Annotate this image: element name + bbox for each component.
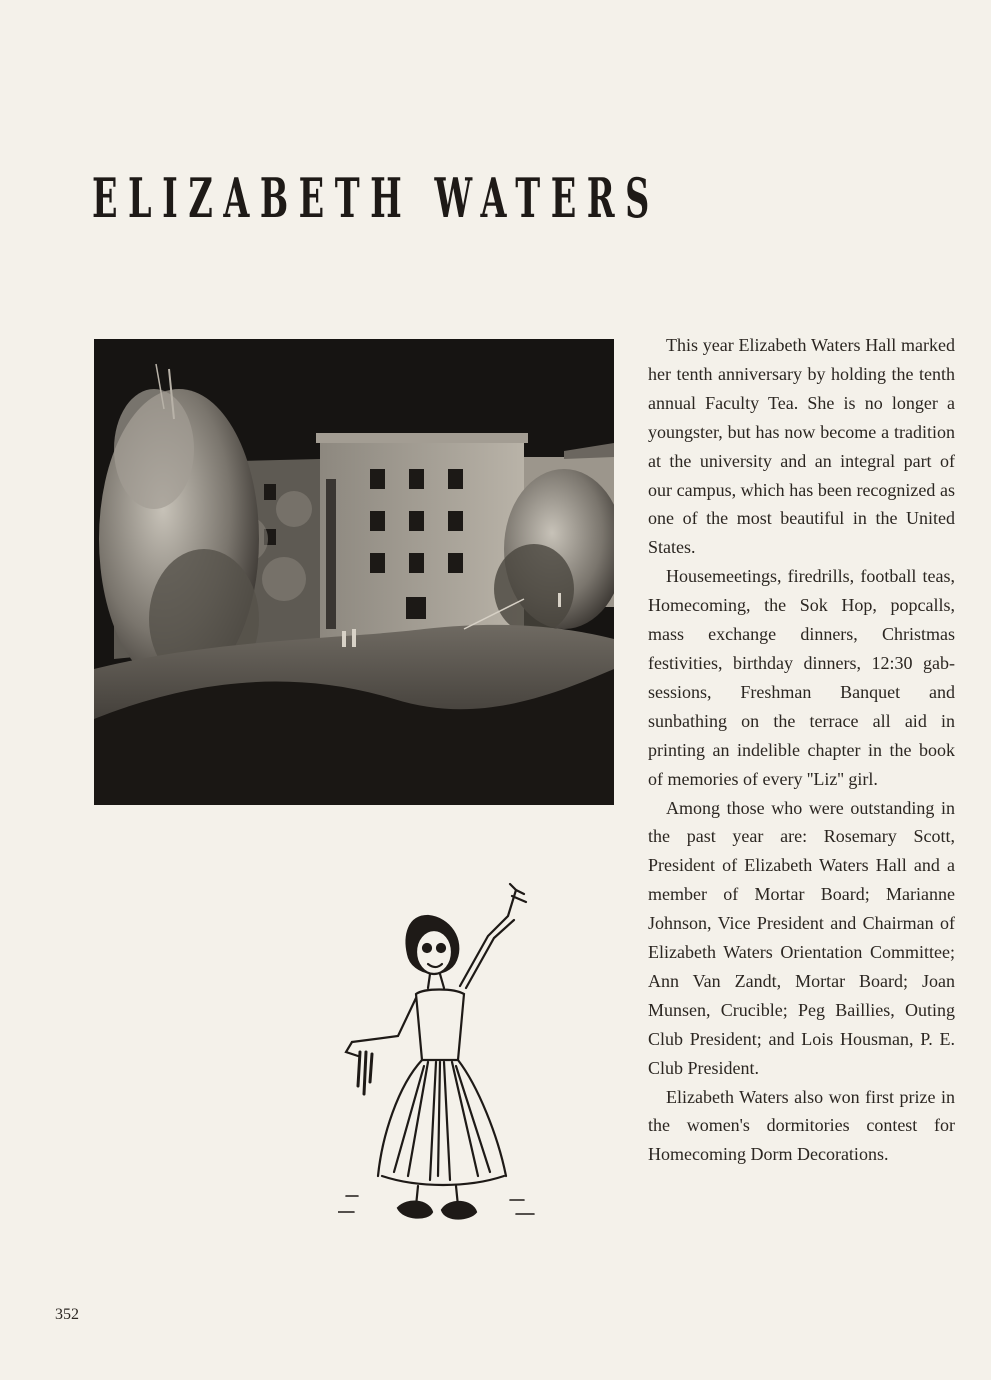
- article-paragraph: Among those who were outstanding in the past year are: Rosemary Scott, President of Elizabeth Waters Hall and a member of Mortar Board; Marianne Johnson, Vice President and Chairman of Elizabeth Waters Orientation Committee; Ann Van Zandt, Mortar Board; Joan Munsen, Crucible; Peg Baillies, Outing Club President; and Lois Housman, P. E. Club President.: [648, 797, 955, 1078]
- article-paragraph: Elizabeth Waters also won first prize in the women's dormitories contest for Homecoming Dorm Decorations.: [648, 1086, 955, 1165]
- article-paragraph: Housemeetings, firedrills, football teas, Homecoming, the Sok Hop, popcalls, mass exchange dinners, Christmas festivities, birthday dinners, 12:30 gab-sessions, Freshman Banquet and sunbathing on the terrace all aid in printing an indelible chapter in the book of memories of every ''Liz'' girl.: [648, 566, 955, 789]
- dormitory-photo: [94, 339, 614, 805]
- page-number: 352: [55, 1306, 79, 1323]
- article-paragraph: This year Elizabeth Waters Hall marked her tenth anniversary by holding the tenth annual Faculty Tea. She is no longer a youngster, but has now become a tradition at the university and an integral part of our campus, which has been recognized as one of the most beautiful in the United States.: [648, 335, 955, 558]
- article-text: [648, 331, 955, 1169]
- page-title: ELIZABETH WATERS: [92, 166, 660, 230]
- waving-girl-sketch: [338, 876, 538, 1236]
- waving-girl-illustration: [338, 876, 538, 1236]
- dormitory-photo-illustration: [94, 339, 614, 805]
